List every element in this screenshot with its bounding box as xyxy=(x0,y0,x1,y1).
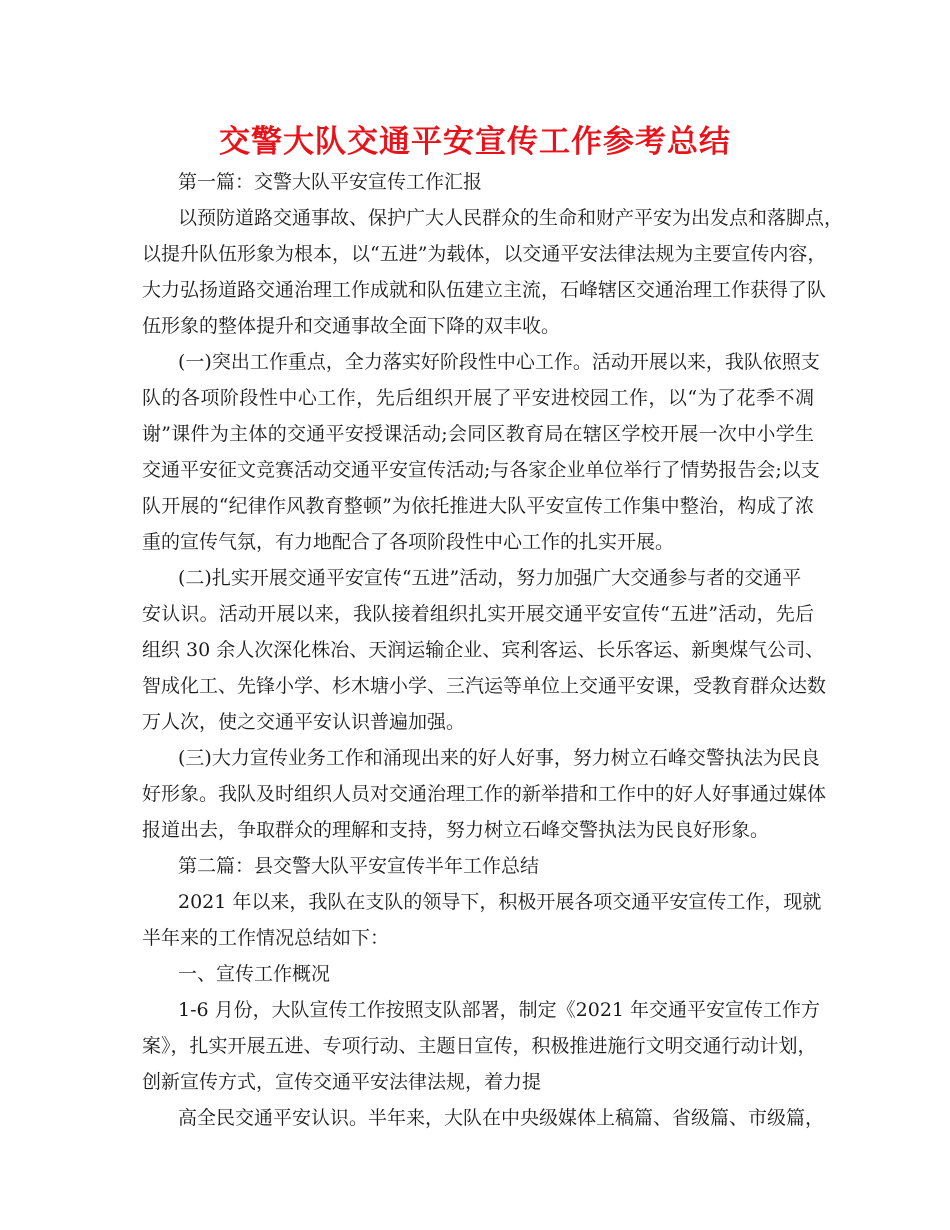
paragraph-line: (三)大力宣传业务工作和涌现出来的好人好事，努力树立石峰交警执法为民良 xyxy=(178,747,820,769)
paragraph-line: 万人次，使之交通平安认识普遍加强。 xyxy=(142,711,466,733)
paragraph-line: (二)扎实开展交通平安宣传“五进”活动，努力加强广大交通参与者的交通平 xyxy=(178,567,802,589)
paragraph-line: 创新宣传方式，宣传交通平安法律法规，着力提 xyxy=(142,1071,542,1093)
paragraph-line: 半年来的工作情况总结如下： xyxy=(142,927,390,949)
paragraph-line: 安认识。活动开展以来，我队接着组织扎实开展交通平安宣传“五进”活动，先后 xyxy=(142,603,814,625)
paragraph-line: 交通平安征文竞赛活动交通平安宣传活动;与各家企业单位举行了情势报告会;以支 xyxy=(142,459,820,481)
paragraph-line: 谢”课件为主体的交通平安授课活动;会同区教育局在辖区学校开展一次中小学生 xyxy=(142,423,814,445)
document-title: 交警大队交通平安宣传工作参考总结 xyxy=(219,124,731,160)
paragraph-line: 报道出去，争取群众的理解和支持，努力树立石峰交警执法为民良好形象。 xyxy=(142,819,770,841)
paragraph-line: 大力弘扬道路交通治理工作成就和队伍建立主流，石峰辖区交通治理工作获得了队 xyxy=(142,279,827,301)
paragraph-line: 伍形象的整体提升和交通事故全面下降的双丰收。 xyxy=(142,315,561,337)
paragraph-line: 1-6 月份，大队宣传工作按照支队部署，制定《2021 年交通平安宣传工作方 xyxy=(178,999,821,1021)
section-heading-1: 第一篇：交警大队平安宣传工作汇报 xyxy=(178,171,483,193)
subsection-heading: 一、宣传工作概况 xyxy=(178,963,331,985)
paragraph-line: 智成化工、先锋小学、杉木塘小学、三汽运等单位上交通平安课，受教育群众达数 xyxy=(142,675,827,697)
paragraph-line: 案》，扎实开展五进、专项行动、主题日宣传，积极推进施行文明交通行动计划， xyxy=(142,1035,817,1057)
paragraph-line: 高全民交通平安认识。半年来，大队在中央级媒体上稿篇、省级篇、市级篇， xyxy=(178,1107,825,1129)
paragraph-line: 队的各项阶段性中心工作，先后组织开展了平安进校园工作，以“为了花季不凋 xyxy=(142,387,814,409)
paragraph-line: (一)突出工作重点，全力落实好阶段性中心工作。活动开展以来，我队依照支 xyxy=(178,351,820,373)
paragraph-line: 队开展的“纪律作风教育整顿”为依托推进大队平安宣传工作集中整治，构成了浓 xyxy=(142,495,814,517)
paragraph-line: 重的宣传气氛，有力地配合了各项阶段性中心工作的扎实开展。 xyxy=(142,531,675,553)
paragraph-line: 以预防道路交通事故、保护广大人民群众的生命和财产平安为出发点和落脚点， xyxy=(178,207,844,229)
section-heading-2: 第二篇：县交警大队平安宣传半年工作总结 xyxy=(178,855,540,877)
paragraph-line: 组织 30 余人次深化株冶、天润运输企业、宾利客运、长乐客运、新奥煤气公司、 xyxy=(142,639,825,661)
paragraph-line: 以提升队伍形象为根本，以“五进”为载体，以交通平安法律法规为主要宣传内容， xyxy=(142,243,827,265)
paragraph-line: 好形象。我队及时组织人员对交通治理工作的新举措和工作中的好人好事通过媒体 xyxy=(142,783,827,805)
paragraph-line: 2021 年以来，我队在支队的领导下，积极开展各项交通平安宣传工作，现就 xyxy=(178,891,822,913)
